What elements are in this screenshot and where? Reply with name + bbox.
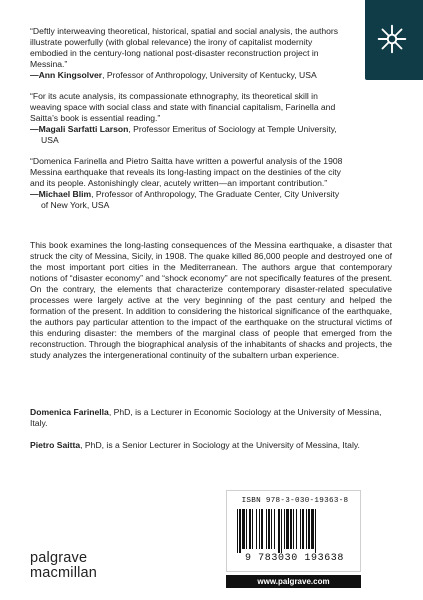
- endorsement-quote: [30, 156, 348, 211]
- quote-text: “Domenica Farinella and Pietro Saitta have written a powerful analysis of the 1908 Messina earthquake that reveals its long-lasting impact on the destinies of the city and its people. Astonishingly clear, acutely written—an important contribution.”: [30, 156, 343, 188]
- quote-text: “For its acute analysis, its compassionate ethnography, its theoretical skill in weaving space with social class and state with financial capitalism, Farinella and Saitta’s book is essential reading.”: [30, 91, 336, 123]
- author-bio-text: , PhD, is a Lecturer in Economic Sociology at the University of Messina, Italy.: [30, 407, 382, 428]
- isbn-barcode-box: [226, 490, 361, 572]
- isbn-label: ISBN 978-3-030-19363-8: [241, 497, 349, 505]
- author-bio: [30, 407, 392, 429]
- quote-attribution: [30, 189, 348, 211]
- quote-attribution: [30, 124, 348, 146]
- palgrave-star-logo-icon: [373, 20, 411, 58]
- endorsement-quote: [30, 26, 348, 81]
- em-dash: —: [30, 189, 39, 199]
- quote-attribution: [30, 70, 348, 81]
- em-dash: —: [30, 124, 39, 134]
- barcode-number: 9 783030 193638: [244, 553, 344, 564]
- author-name: Domenica Farinella: [30, 407, 109, 417]
- endorser-affiliation: , Professor of Anthropology, The Graduate Center, City University of New York, USA: [41, 189, 340, 210]
- endorser-name: Ann Kingsolver: [38, 70, 103, 80]
- corner-tab: [365, 0, 423, 80]
- publisher-name-line2: macmillan: [30, 565, 98, 581]
- author-bio: [30, 440, 392, 451]
- endorsements: [30, 26, 348, 221]
- author-bio-text: , PhD, is a Senior Lecturer in Sociology at the University of Messina, Italy.: [80, 440, 360, 450]
- publisher-website: www.palgrave.com: [226, 575, 361, 588]
- barcode-icon: [235, 509, 355, 553]
- endorser-name: Michael Blim: [38, 189, 92, 199]
- book-description: This book examines the long-lasting consequences of the Messina earthquake, a disaster that struck the city of Messina, Sicily, in 1908. The quake killed 86,000 people and destroyed one of the most important port cities in the Mediterranean. The authors argue that contemporary notions of “disaster economy” and “shock economy” are not specifically features of the present. On the contrary, the elements that characterize contemporary disaster-related speculative processes were largely active at the very beginning of the past century and helped the formation of the present. In addition to considering the historical significance of the earthquake, the authors pay particular attention to the impact of the earthquake on the structural victims of this enduring disaster: the members of the marginal class of people that emerged from the reconstruction. Through the biographical analysis of the inhabitants of shacks and projects, the study analyzes the intergenerational continuity of the subaltern urban experience.: [30, 240, 392, 361]
- em-dash: —: [30, 70, 39, 80]
- endorser-affiliation: , Professor of Anthropology, University of Kentucky, USA: [102, 70, 317, 80]
- endorser-affiliation: , Professor Emeritus of Sociology at Temple University, USA: [41, 124, 337, 145]
- author-name: Pietro Saitta: [30, 440, 81, 450]
- endorsement-quote: [30, 91, 348, 146]
- publisher-name-line1: palgrave: [30, 550, 88, 566]
- endorser-name: Magali Sarfatti Larson: [38, 124, 129, 134]
- publisher-logo: [30, 551, 97, 581]
- quote-text: “Deftly interweaving theoretical, historical, spatial and social analysis, the authors illustrate powerfully (with global relevance) the irony of capitalist modernity embodied in the century-long national post-disaster reconstruction project in Messina.”: [30, 26, 339, 69]
